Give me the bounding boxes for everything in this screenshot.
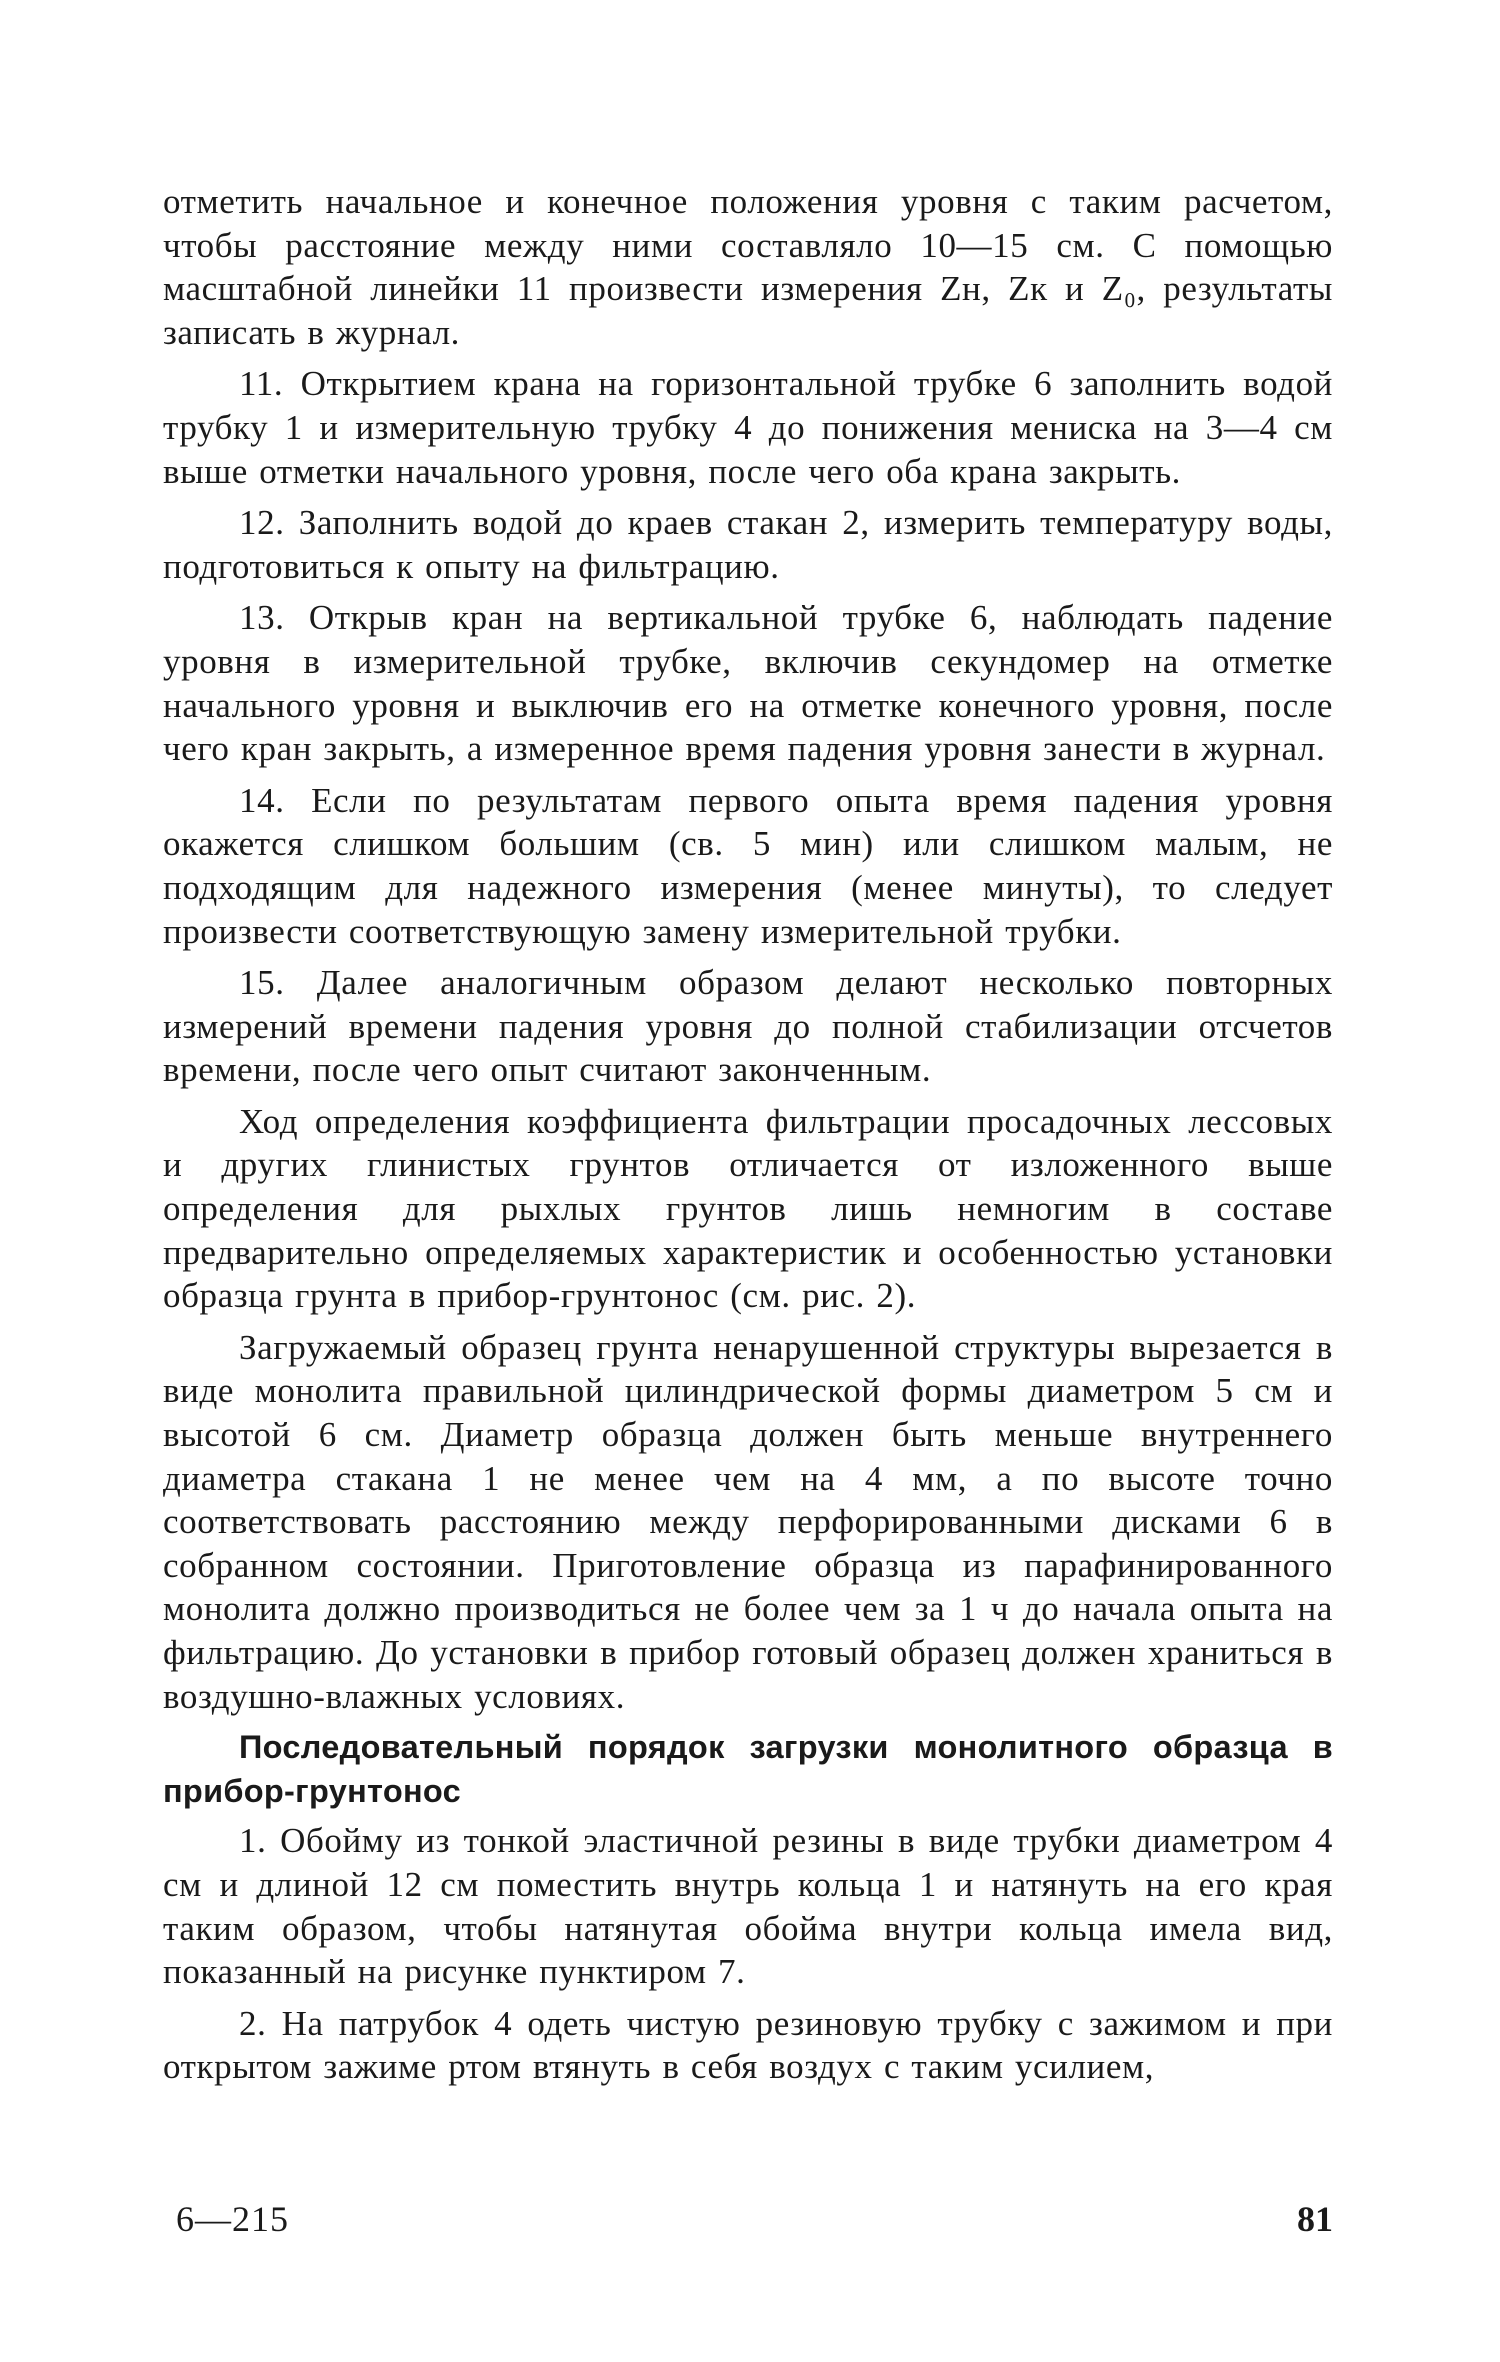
page-body [163, 180, 1333, 2097]
section-heading: Последовательный порядок загрузки монолитного образца в прибор-грунтонос [163, 1729, 1333, 1809]
paragraph-step-14: 14. Если по результатам первого опыта время падения уровня окажется слишком большим (св. 5 мин) или слишком малым, не подходящим для надежного измерения (менее минуты), то следует произвести соответствующую замену измерительной трубки. [163, 780, 1333, 951]
paragraph-step-12: 12. Заполнить водой до краев стакан 2, измерить температуру воды, подготовиться к опыту на фильтрацию. [163, 503, 1333, 586]
paragraph-continuation: отметить начальное и конечное положения уровня с таким расчетом, чтобы расстояние между ними составляло 10—15 см. С помощью масштабной линейки 11 произвести измерения Zн, Zк и Z₀, результаты записать в журнал. [163, 182, 1333, 352]
page-number: 81 [1297, 2199, 1333, 2239]
paragraph-step-15: 15. Далее аналогичным образом делают несколько повторных измерений времени падения уровня до полной стабилизации отсчетов времени, после чего опыт считают законченным. [163, 963, 1333, 1090]
paragraph-loading-step-2: 2. На патрубок 4 одеть чистую резиновую трубку с зажимом и при открытом зажиме ртом втянуть в себя воздух с таким усилием, [163, 2003, 1333, 2087]
paragraph-step-11: 11. Открытием крана на горизонтальной трубке 6 заполнить водой трубку 1 и измерительную трубку 4 до понижения мениска на 3—4 см выше отметки начального уровня, после чего оба крана закрыть. [163, 364, 1333, 491]
paragraph-sample-preparation: Загружаемый образец грунта ненарушенной структуры вырезается в виде монолита правильной цилиндрической формы диаметром 5 см и высотой 6 см. Диаметр образца должен быть меньше внутреннего диаметра стакана 1 не менее чем на 4 мм, а по высоте точно соответствовать расстоянию между перфорированными дисками 6 в собранном состоянии. Приготовление образца из парафинированного монолита должно производиться не более чем за 1 ч до начала опыта на фильтрацию. До установки в прибор готовый образец должен храниться в воздушно-влажных условиях. [163, 1327, 1333, 1716]
paragraph-loading-step-1: 1. Обойму из тонкой эластичной резины в виде трубки диаметром 4 см и длиной 12 см поместить внутрь кольца 1 и натянуть на его края таким образом, чтобы натянутая обойма внутри кольца имела вид, показанный на рисунке пунктиром 7. [163, 1821, 1333, 1992]
paragraph-loess-procedure: Ход определения коэффициента фильтрации просадочных лессовых и других глинистых грунтов отличается от изложенного выше определения для рыхлых грунтов лишь немногим в составе предварительно определяемых характеристик и особенностью установки образца грунта в прибор-грунтонос (см. рис. 2). [163, 1101, 1333, 1316]
paragraph-step-13: 13. Открыв кран на вертикальной трубке 6, наблюдать падение уровня в измерительной трубке, включив секундомер на отметке начального уровня и выключив его на отметке конечного уровня, после чего кран закрыть, а измеренное время падения уровня занести в журнал. [163, 598, 1333, 769]
printer-signature-mark: 6—215 [176, 2199, 289, 2239]
